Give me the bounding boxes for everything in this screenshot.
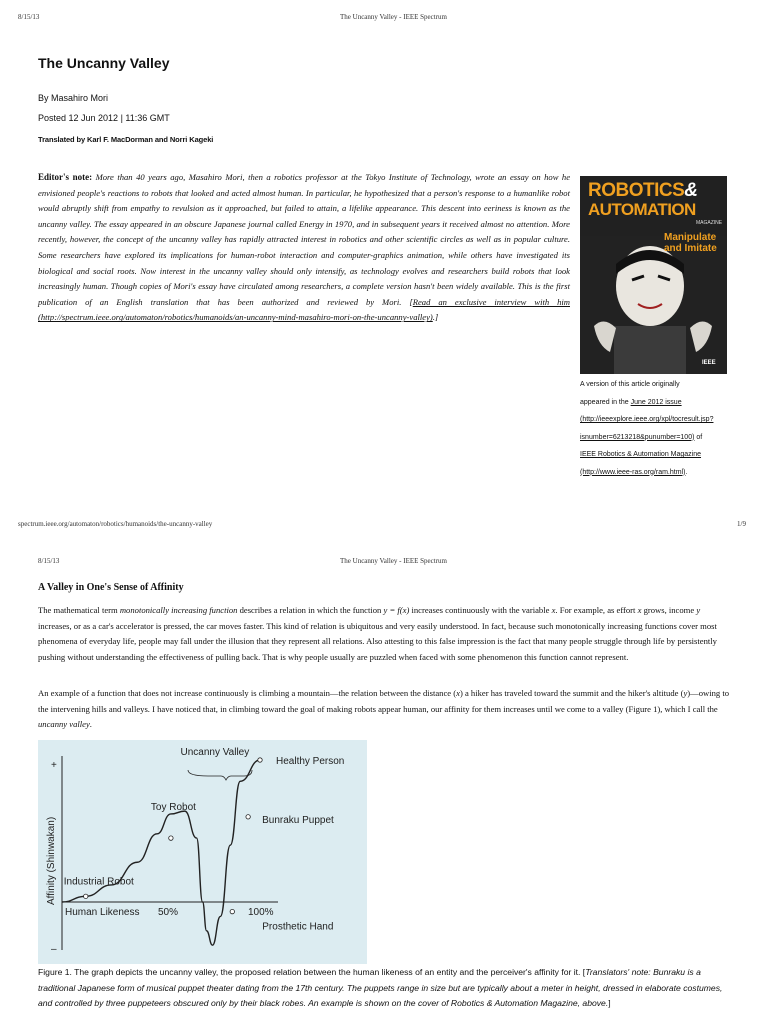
magazine-url[interactable]: (http://www.ieee-ras.org/ram.html) <box>580 468 686 476</box>
annotation-label: Bunraku Puppet <box>262 814 334 826</box>
text: )—owing to the intervening hills and valleys. I have noticed that, in climbing toward the goal of making robots appear human, our affinity for them increases until we come to a valley (Figure 1), which I call the <box>38 688 730 714</box>
posted-date: Posted 12 Jun 2012 | 11:36 GMT <box>38 113 170 123</box>
caption-text: of <box>694 433 703 441</box>
text: An example of a function that does not increase continuously is climbing a mountain—the relation between the distance ( <box>38 688 457 698</box>
issue-url-line2[interactable]: isnumber=6213218&punumber=100) <box>580 433 695 441</box>
data-point <box>230 909 234 913</box>
caption-text: Figure 1. The graph depicts the uncanny valley, the proposed relation between the human likeness of an entity and the perceiver's affinity for it. [ <box>38 967 586 977</box>
cover-brand-robotics: ROBOTICS <box>588 180 685 201</box>
paragraph <box>38 603 732 665</box>
text-italic: x <box>456 688 460 698</box>
text: The mathematical term <box>38 605 120 615</box>
figure-caption <box>38 965 732 1012</box>
byline-block <box>38 88 170 128</box>
cover-caption <box>580 376 755 481</box>
interview-link[interactable]: Read an exclusive interview with him <box>412 296 570 307</box>
bracket-close: .] <box>432 312 439 323</box>
page-number: 1/9 <box>737 520 746 528</box>
text: increases, or as a car's accelerator is pressed, the car moves faster. This kind of relation is ubiquitous and very easily understood. In fact, because such monotonically increasing functions cover most phenomena of everyday life, people may fall under the illusion that they represent all relations. Also attesting to this false impression is the fact that many people struggle through life by persistently pushing without understanding the effectiveness of pulling back. That is why people usually are puzzled when faced with some phenomenon this function cannot represent. <box>38 620 717 662</box>
uncanny-valley-figure <box>38 740 367 964</box>
translator-credit: Translated by Karl F. MacDorman and Norri Kageki <box>38 135 214 144</box>
x-axis-label: Human Likeness <box>65 907 140 918</box>
caption-line <box>580 429 755 447</box>
issue-url-line1[interactable]: (http://ieeexplore.ieee.org/xpl/tocresult.jsp? <box>580 416 714 423</box>
text: describes a relation in which the function <box>237 605 384 615</box>
caption-line: A version of this article originally <box>580 381 680 388</box>
text: . <box>89 719 92 730</box>
page-header-date: 8/15/13 <box>38 557 60 565</box>
annotation-label: Healthy Person <box>276 756 345 767</box>
editor-note-text: More than 40 years ago, Masahiro Mori, then a robotics professor at the Tokyo Institute of Technology, wrote an essay on how he envisioned people's reactions to robots that looked and acted almost human. In particular, he hypothesized that a person's response to a humanlike robot would abruptly shift from empathy to revulsion as it approached, but failed to attain, a lifelike appearance. This descent into eeriness is known as the uncanny valley. The essay appeared in an obscure Japanese journal called Energy in 1970, and in subsequent years it received almost no attention. More recently, however, the concept of the uncanny valley has rapidly attracted interest in robotics and other scientific circles as well as in popular culture. Some researchers have explored its implications for human-robot interaction and computer-graphics animation, while others have investigated its biological and social roots. Now interest in the uncanny valley should only intensify, as technology evolves and researchers build robots that look increasingly human. Though copies of Mori's essay have circulated among researchers, a complete version hasn't been widely available. This is the first publication of an English translation that has been authorized and reviewed by Mori. <box>38 172 571 307</box>
page-header-date: 8/15/13 <box>18 13 40 21</box>
text: increases continuously with the variable <box>409 605 552 615</box>
data-point <box>169 836 173 840</box>
author: By Masahiro Mori <box>38 93 109 103</box>
text: . For example, as effort <box>555 605 638 615</box>
text-italic: x <box>637 605 642 615</box>
uncanny-valley-chart <box>38 740 367 964</box>
annotation-label: Prosthetic Hand <box>262 921 334 933</box>
caption-line <box>580 464 755 482</box>
caption-text: . <box>685 468 688 476</box>
issue-link[interactable]: June 2012 issue <box>630 398 682 406</box>
valley-brace <box>188 770 252 780</box>
text-italic: y <box>683 688 688 698</box>
data-point <box>258 758 262 762</box>
x-tick-label: 50% <box>158 907 179 918</box>
caption-line <box>580 394 755 412</box>
text: grows, income <box>641 605 697 615</box>
data-point <box>246 815 250 819</box>
data-point <box>84 894 88 898</box>
bracket-open: [ <box>409 296 413 307</box>
text-italic: y = f(x) <box>383 605 410 615</box>
magazine-cover-image <box>580 176 727 374</box>
paragraph <box>38 686 732 733</box>
cover-magazine: MAGAZINE <box>696 220 723 226</box>
cover-brand-automation: AUTOMATION <box>588 200 696 219</box>
y-tick-label: + <box>51 760 57 771</box>
cover-publisher-logo: IEEE <box>702 360 716 366</box>
section-heading: A Valley in One's Sense of Affinity <box>38 582 184 593</box>
y-axis-label: Affinity (Shinwakan) <box>46 816 57 905</box>
editor-note <box>38 170 570 326</box>
x-tick-label: 100% <box>248 907 274 918</box>
text: ) a hiker has traveled toward the summit and the hiker's altitude ( <box>459 688 684 698</box>
text-italic: y <box>696 605 701 615</box>
magazine-link[interactable]: IEEE Robotics & Automation Magazine <box>580 451 702 458</box>
annotation-label: Industrial Robot <box>63 876 134 888</box>
y-tick-label: – <box>51 944 57 955</box>
interview-link-url[interactable]: (http://spectrum.ieee.org/automaton/robotics/humanoids/an-uncanny-mind-masahiro-mori-on-the-uncanny-valley) <box>38 312 433 323</box>
annotation-label: Toy Robot <box>150 802 196 814</box>
caption-text: ] <box>608 998 611 1009</box>
cover-brand-amp: & <box>684 180 698 201</box>
page-footer-url: spectrum.ieee.org/automaton/robotics/humanoids/the-uncanny-valley <box>18 520 213 528</box>
text-italic: x <box>551 605 556 615</box>
cover-headline-line2: and Imitate <box>664 243 717 254</box>
text-italic: uncanny valley <box>38 719 90 730</box>
editor-note-label: Editor's note: <box>38 172 93 182</box>
page-header-title: The Uncanny Valley - IEEE Spectrum <box>340 13 447 21</box>
caption-note: Translators' note: Bunraku is a traditional Japanese form of musical puppet theater dating from the 17th century. The puppets range in size but are typically about a meter in height, dressed in elaborate costumes, and controlled by three puppeteers obscured only by their black robes. An example is shown on the cover of Robotics & Automation Magazine, above. <box>38 967 723 1009</box>
caption-text: appeared in the <box>580 398 631 406</box>
article-title: The Uncanny Valley <box>38 55 170 71</box>
cover-headline <box>664 232 717 254</box>
annotation-label: Uncanny Valley <box>180 747 250 759</box>
text-italic: monotonically increasing function <box>119 605 238 615</box>
cover-headline-line1: Manipulate <box>664 232 717 243</box>
page-header-title: The Uncanny Valley - IEEE Spectrum <box>340 557 447 565</box>
